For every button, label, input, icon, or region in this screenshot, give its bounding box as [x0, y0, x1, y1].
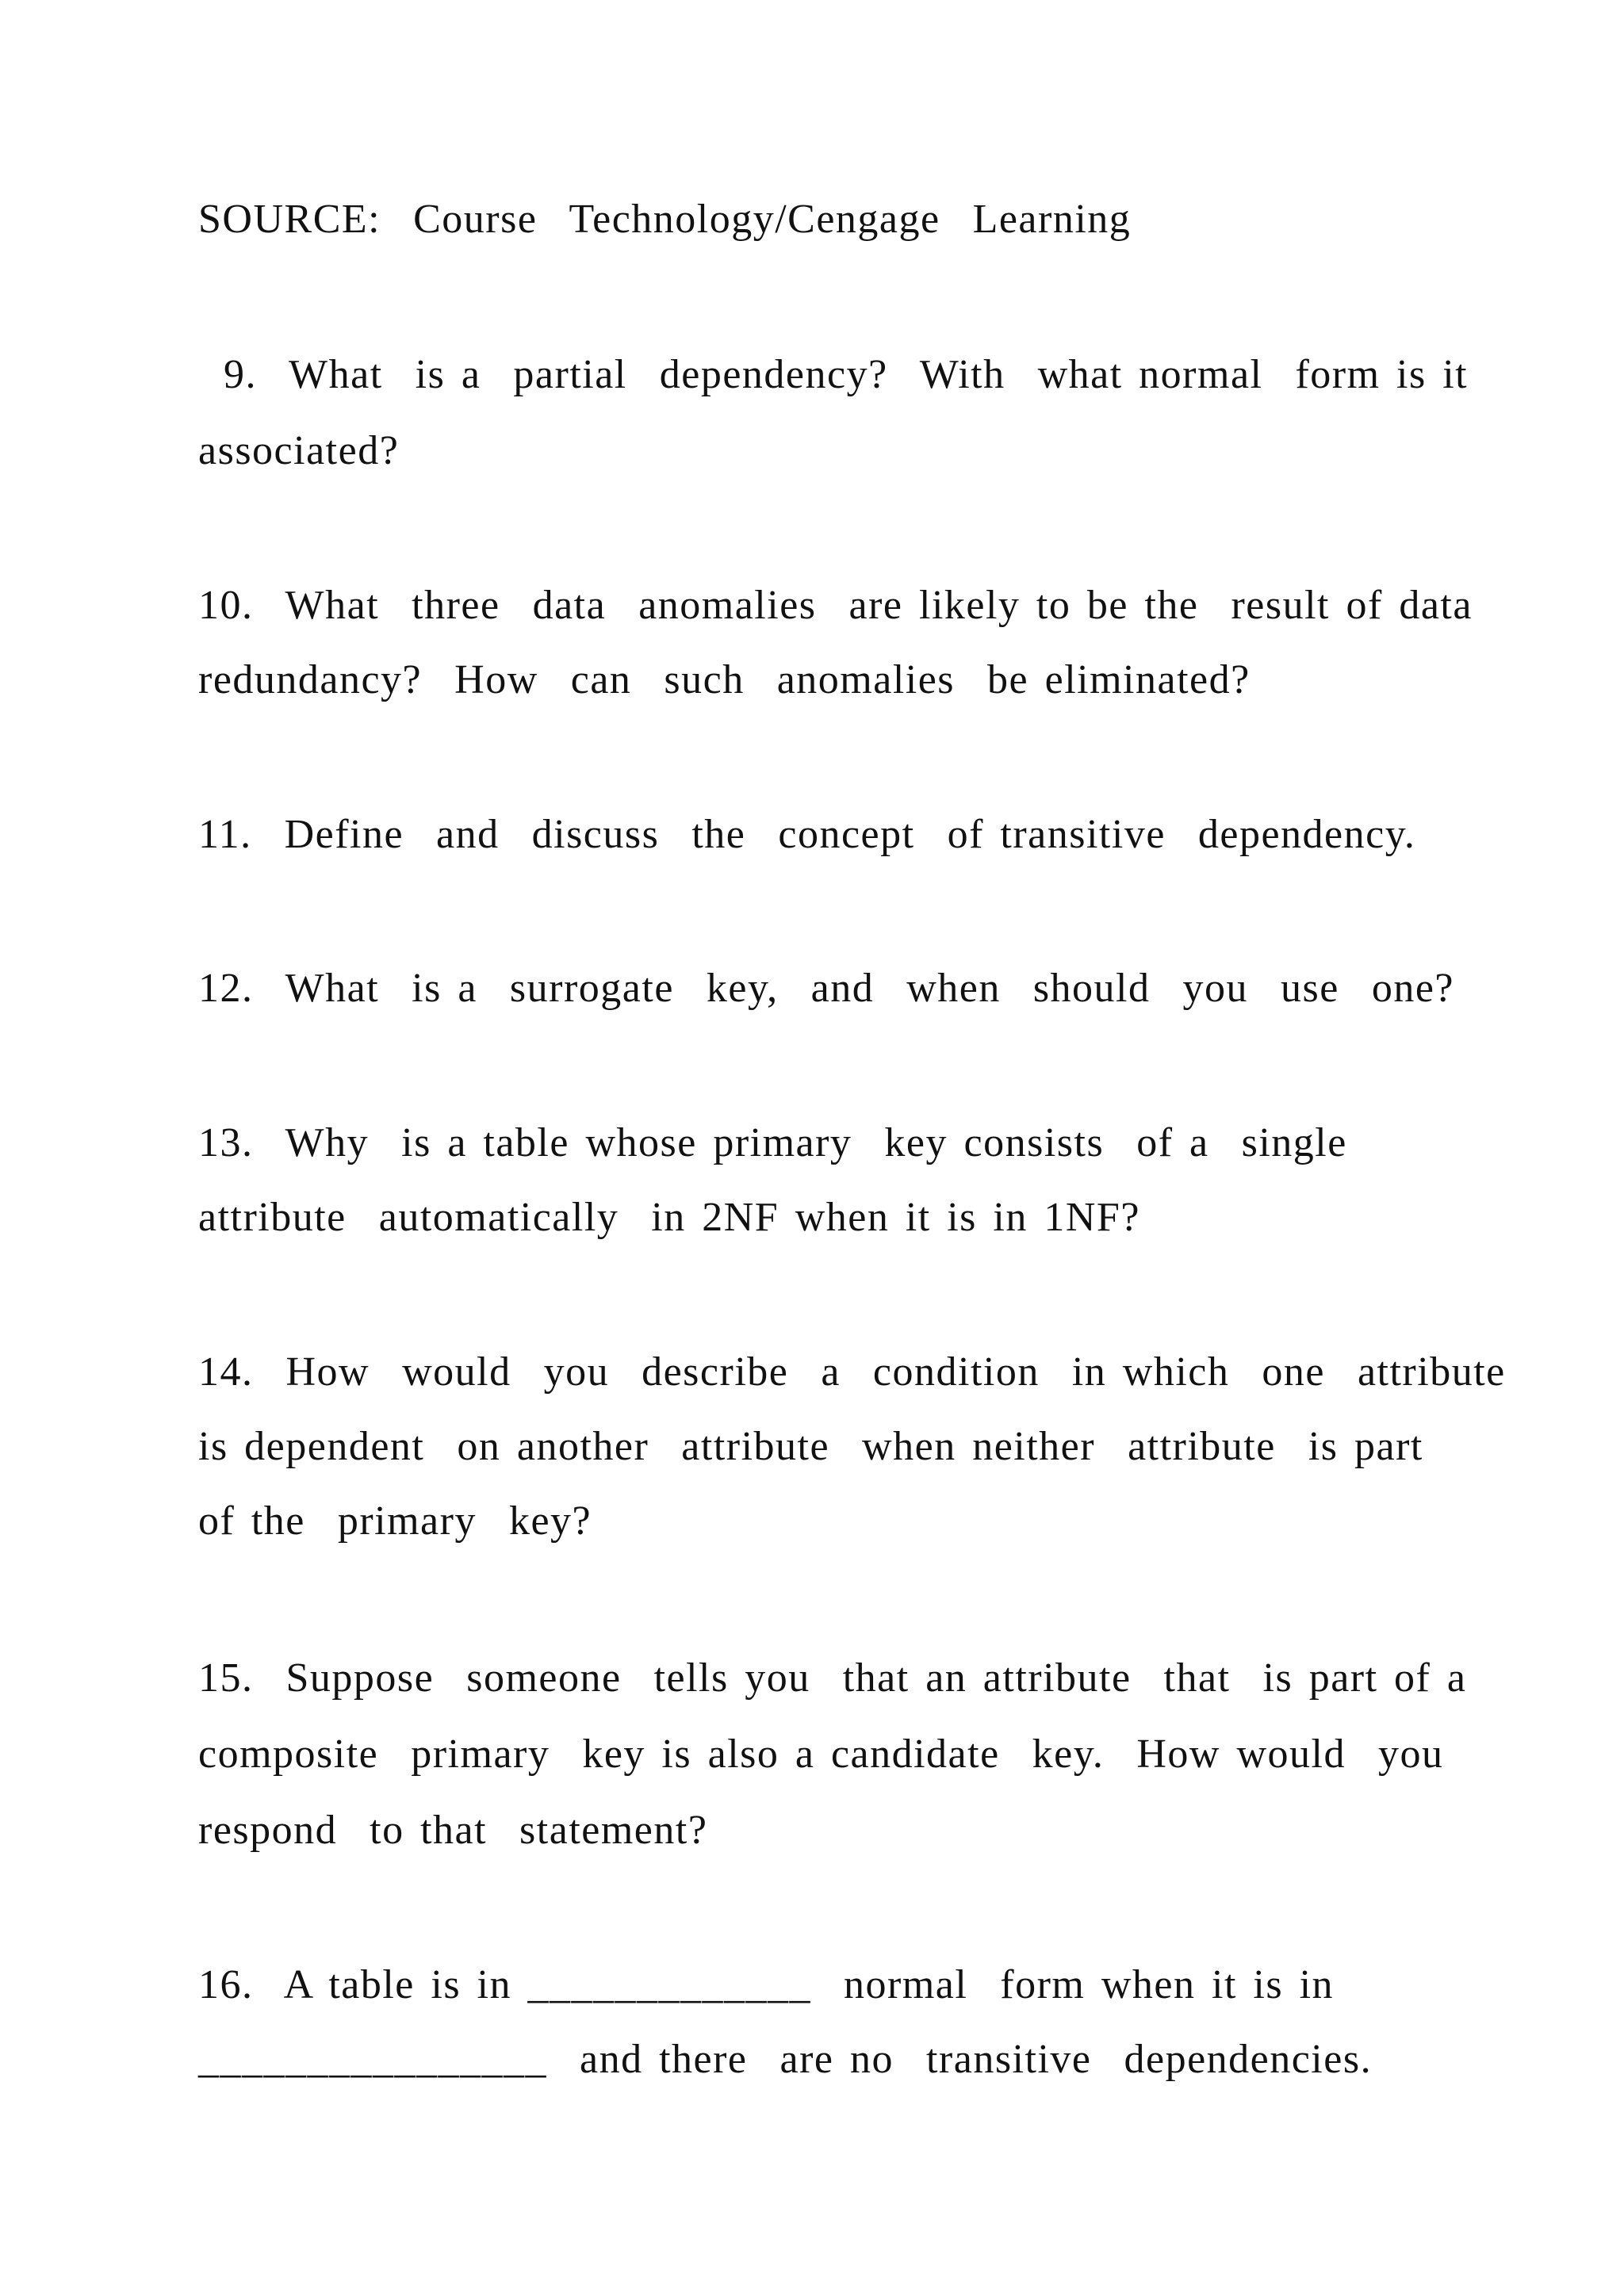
question-10-line-2: redundancy? How can such anomalies be eliminated?	[198, 657, 1251, 702]
question-16-line-2: ________________ and there are no transitive dependencies.	[198, 2037, 1373, 2082]
question-15-line-1: 15. Suppose someone tells you that an attribute that is part of a	[198, 1655, 1467, 1701]
question-14-line-2: is dependent on another attribute when neither attribute is part	[198, 1424, 1423, 1469]
question-13-line-1: 13. Why is a table whose primary key consists of a single	[198, 1120, 1347, 1165]
question-11-line-1: 11. Define and discuss the concept of transitive dependency.	[198, 812, 1416, 857]
question-15-line-2: composite primary key is also a candidate key. How would you	[198, 1732, 1444, 1777]
question-16-line-1: 16. A table is in _____________ normal form when it is in	[198, 1962, 1335, 2007]
question-10-line-1: 10. What three data anomalies are likely to be the result of data	[198, 583, 1473, 628]
question-9-line-1: 9. What is a partial dependency? With what normal form is it	[224, 352, 1469, 397]
source-line: SOURCE: Course Technology/Cengage Learning	[198, 197, 1132, 242]
question-14-line-1: 14. How would you describe a condition in which one attribute	[198, 1349, 1506, 1395]
question-14-line-3: of the primary key?	[198, 1498, 592, 1544]
question-13-line-2: attribute automatically in 2NF when it is in 1NF?	[198, 1195, 1140, 1240]
question-12-line-1: 12. What is a surrogate key, and when should you use one?	[198, 966, 1454, 1011]
question-9-line-2: associated?	[198, 428, 400, 473]
question-15-line-3: respond to that statement?	[198, 1808, 708, 1853]
